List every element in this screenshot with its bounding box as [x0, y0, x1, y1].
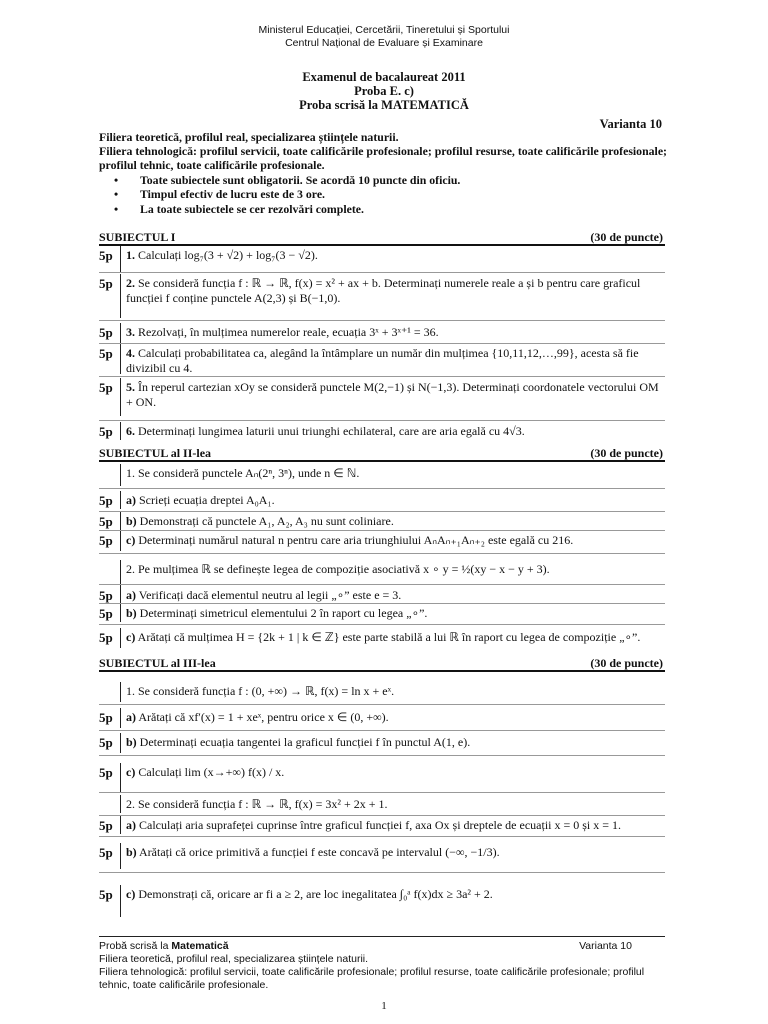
subject-2-heading: SUBIECTUL al II-lea (30 de puncte)	[99, 446, 663, 460]
bullet-icon: •	[114, 202, 119, 216]
exam-title: Examenul de bacalaureat 2011	[302, 70, 466, 84]
footer-line-2: Filiera teoretică, profilul real, specializarea științele naturii.	[99, 953, 369, 965]
subject-1-heading: SUBIECTUL I (30 de puncte)	[99, 230, 663, 244]
footer-line-3: Filiera tehnologică: profilul servicii, toate calificările profesionale; profilul resurse, toate calificările profesionale; profilul tehnic, toate calificările profesionale.	[99, 966, 645, 991]
instruction-item: • La toate subiectele se cer rezolvări complete.	[114, 202, 364, 216]
footer-line-1: Probă scrisă la Matematică	[99, 940, 229, 952]
filiera-line-2: Filiera tehnologică: profilul servicii, toate calificările profesionale; profilul resurse, toate calificările profesionale; profilul tehnic, toate calificările profesionale.	[99, 144, 667, 172]
instruction-item: • Timpul efectiv de lucru este de 3 ore.	[114, 187, 326, 201]
header-center: Centrul Național de Evaluare și Examinare	[285, 37, 483, 49]
instruction-item: • Toate subiectele sunt obligatorii. Se acordă 10 puncte din oficiu.	[114, 173, 461, 187]
subject-3-heading: SUBIECTUL al III-lea (30 de puncte)	[99, 656, 663, 670]
subject-2-rule	[99, 460, 665, 462]
variant-label: Varianta 10	[599, 117, 662, 131]
filiera-line-1: Filiera teoretică, profilul real, specializarea științele naturii.	[99, 130, 399, 144]
header-ministry: Ministerul Educației, Cercetării, Tineretului și Sportului	[258, 24, 510, 36]
footer-variant: Varianta 10	[579, 940, 632, 952]
footer-rule	[99, 936, 665, 937]
subject-3-rule	[99, 670, 665, 672]
exam-subject: Proba scrisă la MATEMATICĂ	[299, 98, 469, 112]
page-number: 1	[381, 1000, 387, 1012]
exam-proba: Proba E. c)	[354, 84, 414, 98]
subject-1-rule	[99, 244, 665, 246]
bullet-icon: •	[114, 187, 119, 201]
bullet-icon: •	[114, 173, 119, 187]
